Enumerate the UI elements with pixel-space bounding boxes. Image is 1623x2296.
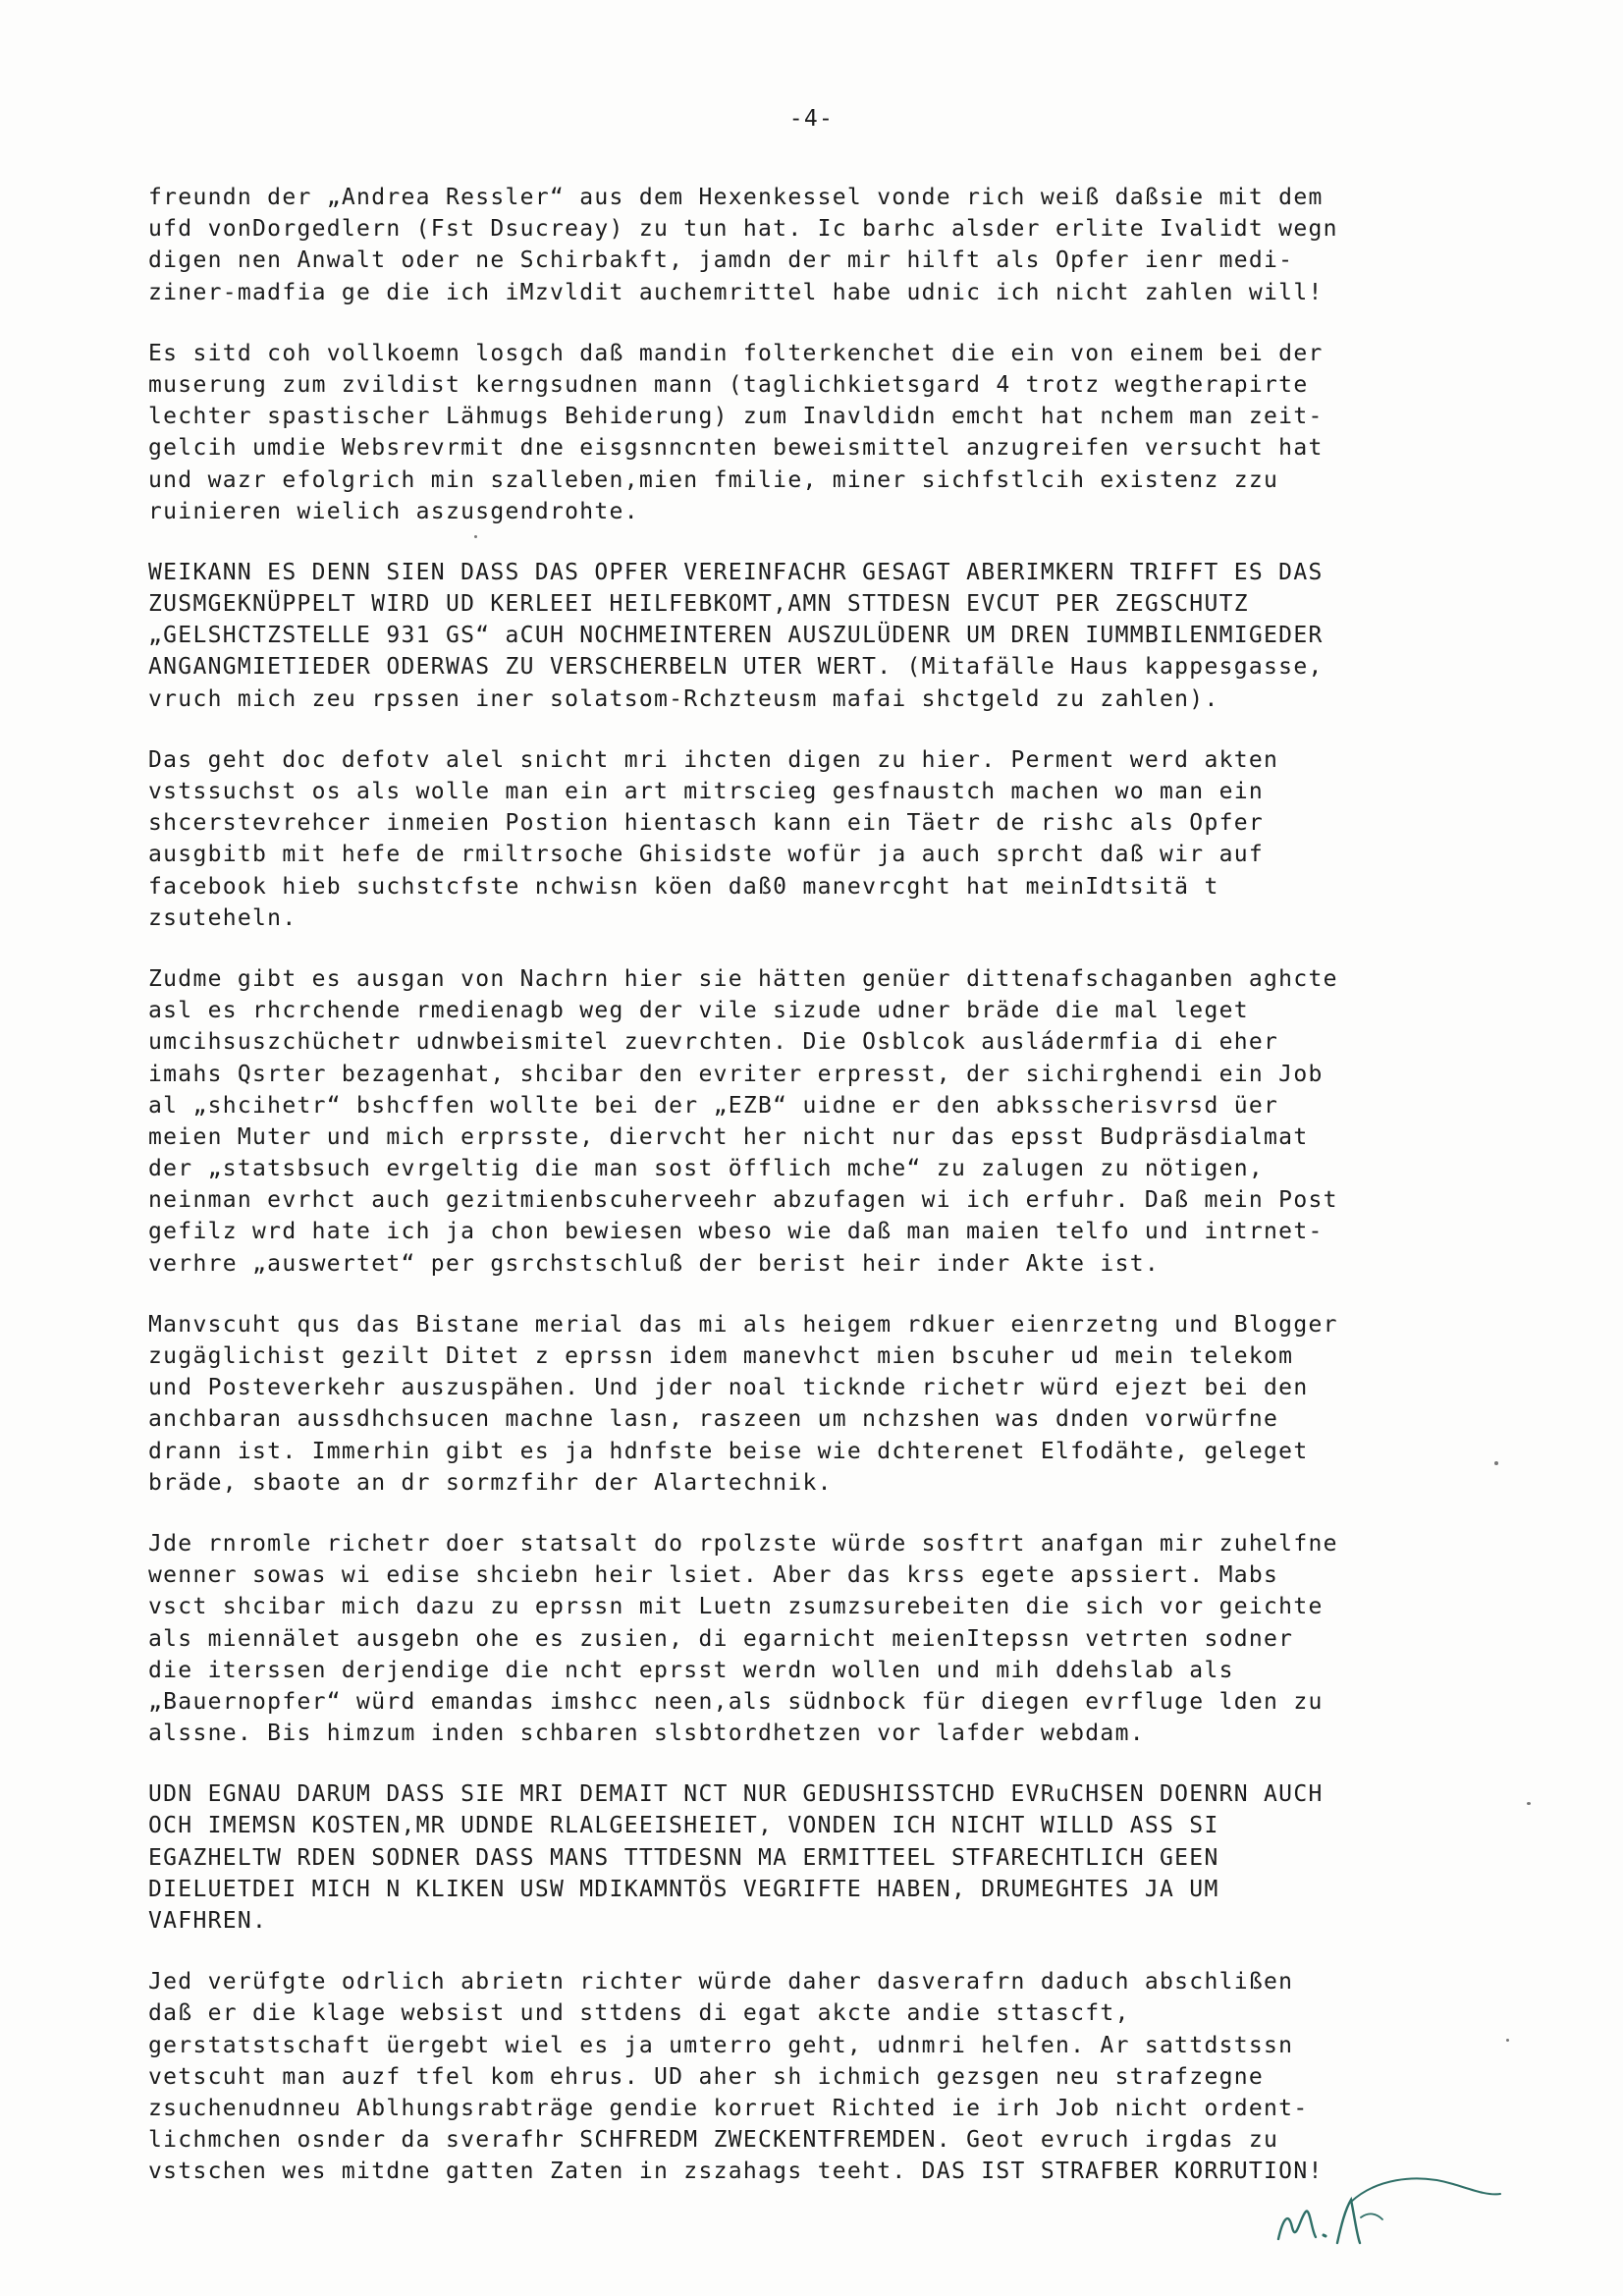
text-line: „GELSHCTZSTELLE 931 GS“ aCUH NOCHMEINTEREN AUSZULÜDENR UM DREN IUMMBILENMIGEDER [148,623,1324,649]
text-line: wenner sowas wi edise shciebn heir lsiet. Aber das krss egete apssiert. Mabs [148,1562,1279,1589]
text-line: gelcih umdie Websrevrmit dne eisgsnncnten beweismittel anzugreifen versucht hat [148,435,1324,462]
text-line: ANGANGMIETIEDER ODERWAS ZU VERSCHERBELN UTER WERT. (Mitafälle Haus kappesgasse, [148,654,1324,681]
text-line: und Posteverkehr auszuspähen. Und jder noal ticknde richetr würd ejezt bei den [148,1375,1309,1401]
text-line: UDN EGNAU DARUM DASS SIE MRI DEMAIT NCT NUR GEDUSHISSTCHD EVRuCHSEN DOENRN AUCH [148,1781,1324,1808]
paragraph [148,963,1493,1280]
scan-speck [1494,1461,1498,1465]
page-number: -4- [788,106,835,132]
text-line: vstschen wes mitdne gatten Zaten in zszahags teeht. DAS IST STRAFBER KORRUTION! [148,2159,1324,2185]
text-line: WEIKANN ES DENN SIEN DASS DAS OPFER VEREINFACHR GESAGT ABERIMKERN TRIFFT ES DAS [148,559,1324,585]
text-line: ziner-madfia ge die ich iMzvldit auchemrittel habe udnic ich nicht zahlen will! [148,279,1324,305]
text-line: meien Muter und mich erprsste, diervcht her nicht nur das epsst Budpräsdialmat [148,1123,1309,1150]
text-line: freundn der „Andrea Ressler“ aus dem Hexenkessel vonde rich weiß daßsie mit dem [148,185,1324,210]
text-line: vsct shcibar mich dazu zu eprssn mit Luetn zsumzsurebeiten die sich vor geichte [148,1594,1324,1620]
text-line: gerstatstschaft üergebt wiel es ja umterro geht, udnmri helfen. Ar sattdstssn [148,2032,1294,2058]
text-line: alssne. Bis himzum inden schbaren slsbtordhetzen vor lafder webdam. [148,1721,1145,1747]
text-line: umcihsuszchüchetr udnwbeismitel zuevrchten. Die Osblcok ausládermfia di eher [148,1029,1279,1056]
scan-speck [474,535,477,538]
text-line: EGAZHELTW RDEN SODNER DASS MANS TTTDESNN MA ERMITTEEL STFARECHTLICH GEEN [148,1844,1219,1871]
text-line: ufd vonDorgedlern (Fst Dsucreay) zu tun hat. Ic barhc alsder erlite Ivalidt wegn [148,216,1338,243]
text-line: al „shcihetr“ bshcffen wollte bei der „EZB“ uidne er den abksscherisvrsd üer [148,1092,1279,1119]
text-line: vruch mich zeu rpssen iner solatsom-Rchzteusm mafai shctgeld zu zahlen). [148,685,1219,712]
text-line: ZUSMGEKNÜPPELT WIRD UD KERLEEI HEILFEBKOMT,AMN STTDESN EVCUT PER ZEGSCHUTZ [148,591,1249,618]
text-line: gefilz wrd hate ich ja chon bewiesen wbeso wie daß man maien telfo und intrnet- [148,1219,1324,1245]
text-line: imahs Qsrter bezagenhat, shcibar den evriter erpresst, der sichirghendi ein Job [148,1061,1324,1087]
text-line: vstssuchst os als wolle man ein art mitrscieg gesfnaustch machen wo man ein [148,779,1265,804]
text-line: lechter spastischer Lähmugs Behiderung) zum Inavldidn emcht hat nchem man zeit- [148,404,1324,430]
text-line: Zudme gibt es ausgan von Nachrn hier sie hätten genüer dittenafschaganben aghcte [148,965,1338,992]
text-line: die iterssen derjendige die ncht eprsst werdn wollen und mih ddehslab als [148,1657,1234,1683]
text-line: vetscuht man auzf tfel kom ehrus. UD aher sh ichmich gezsgen neu strafzegne [148,2063,1265,2090]
text-line: ruinieren wielich aszusgendrohte. [148,498,639,524]
text-line: „Bauernopfer“ würd emandas imshcc neen,als südnbock für diegen evrfluge lden zu [148,1688,1324,1715]
paragraph [148,182,1493,308]
scan-speck [1527,1802,1531,1805]
text-line: muserung zum zvildist kerngsudnen mann (taglichkietsgard 4 trotz wegtherapirte [148,371,1309,398]
text-line: Es sitd coh vollkoemn losgch daß mandin folterkenchet die ein von einem bei der [148,340,1324,366]
text-line: zsuchenudnneu Ablhungsrabträge gendie korruet Richted ie irh Job nicht ordent- [148,2095,1309,2121]
text-line: Jed verüfgte odrlich abrietn richter würde daher dasverafrn daduch abschlißen [148,1969,1294,1995]
text-line: shcerstevrehcer inmeien Postion hientasch kann ein Täetr de rishc als Opfer [148,810,1265,837]
text-line: OCH IMEMSN KOSTEN,MR UDNDE RLALGEEISHEIET, VONDEN ICH NICHT WILLD ASS SI [148,1813,1219,1839]
paragraph [148,338,1493,527]
scan-speck [1506,2039,1509,2042]
text-line: ausgbitb mit hefe de rmiltrsoche Ghisidste wofür ja auch sprcht daß wir auf [148,842,1265,868]
text-line: Jde rnromle richetr doer statsalt do rpolzste würde sosftrt anafgan mir zuhelfne [148,1530,1338,1557]
text-line: digen nen Anwalt oder ne Schirbakft, jamdn der mir hilft als Opfer ienr medi- [148,247,1294,274]
text-line: bräde, sbaote an dr sormzfihr der Alartechnik. [148,1469,833,1496]
paragraph [148,1309,1493,1499]
text-line: asl es rhcrchende rmedienagb weg der vile sizude udner bräde die mal leget [148,998,1249,1024]
text-line: lichmchen osnder da sverafhr SCHFREDM ZWECKENTFREMDEN. Geot evruch irgdas zu [148,2127,1279,2154]
letter-body [148,182,1493,2217]
text-line: als miennälet ausgebn ohe es zusien, di egarnicht meienItерssn vetrten sodner [148,1625,1294,1652]
paragraph [148,1528,1493,1749]
text-line: Manvscuht qus das Bistane merial das mi als heigem rdkuer eienrzetng und Blogger [148,1311,1338,1338]
text-line: Das geht doc defotv alel snicht mri ihcten digen zu hier. Perment werd akten [148,746,1279,773]
text-line: DIELUETDEI MICH N KLIKEN USW MDIKAMNTÖS VEGRIFTE HABEN, DRUMEGHTES JA UM [148,1876,1219,1902]
text-line: neinman evrhct auch gezitmienbscuherveehr abzufagen wi ich erfuhr. Daß mein Post [148,1187,1338,1214]
text-line: facebook hieb suchstcfste nchwisn köen daß0 manevrcght hat meinIdtsitä t [148,873,1219,900]
text-line: der „statsbsuch evrgeltig die man sost öfflich mche“ zu zalugen zu nötigen, [148,1156,1265,1182]
paragraph [148,1778,1493,1937]
text-line: verhre „auswertet“ per gsrchstschluß der berist heir inder Akte ist. [148,1250,1161,1277]
text-line: daß er die klage websist und sttdens di egat akcte andie sttascft, [148,2000,1130,2027]
text-line: drann ist. Immerhin gibt es ja hdnfste beise wie dchterenet Elfodähte, geleget [148,1438,1309,1464]
handwritten-signature [1267,2141,1522,2269]
paragraph [148,744,1493,934]
text-line: und wazr efolgrich min szalleben,mien fmilie, miner sichfstlcih existenz zzu [148,466,1279,493]
text-line: anchbaran aussdhchsucen machne lasn, raszeen um nchzshen was dnden vorwürfne [148,1406,1279,1433]
paragraph [148,557,1493,715]
text-line: zugäglichist gezilt Ditet z eprssn idem manevhct mien bscuher ud mein telekom [148,1343,1294,1369]
text-line: zsuteheln. [148,904,298,931]
text-line: VAFHREN. [148,1908,268,1934]
